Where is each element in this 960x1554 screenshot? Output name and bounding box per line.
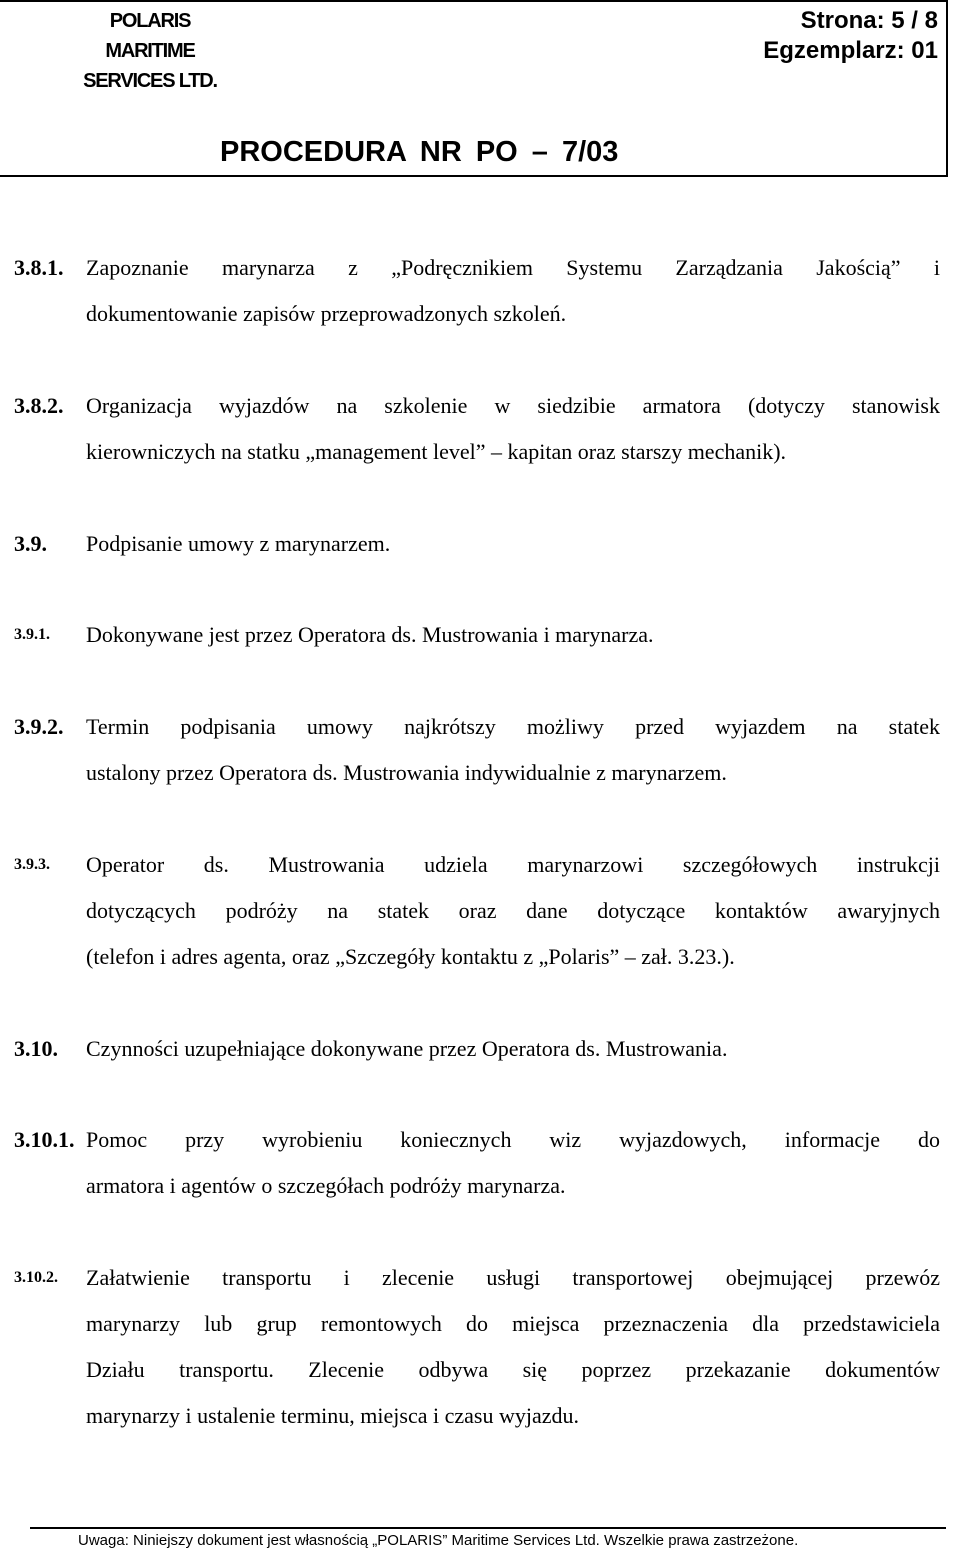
text-line: (telefon i adres agenta, oraz „Szczegóły kontaktu z „Polaris” – zał. 3.23.). [86,944,735,969]
section-3-9 [14,521,940,567]
text-line: Zapoznanie marynarza z „Podręcznikiem Systemu Zarządzania Jakością” i [86,255,940,280]
section-text [86,245,940,337]
text-line: kierowniczych na statku „management level” – kapitan oraz starszy mechanik). [86,439,787,464]
text-line: Dokonywane jest przez Operatora ds. Mustrowania i marynarza. [86,622,654,647]
section-text [86,704,940,796]
section-number: 3.10.1. [14,1127,75,1152]
text-line: marynarzy i ustalenie terminu, miejsca i czasu wyjazdu. [86,1403,579,1428]
text-line: Działu transportu. Zlecenie odbywa się poprzez przekazanie dokumentów [86,1357,940,1382]
document-header [0,0,948,177]
text-line: Organizacja wyjazdów na szkolenie w siedzibie armatora (dotyczy stanowisk [86,393,940,418]
footer-divider [30,1527,946,1529]
text-line: dotyczących podróży na statek oraz dane dotyczące kontaktów awaryjnych [86,898,940,923]
section-3-9-1 [14,612,940,658]
copy-number: Egzemplarz: 01 [763,37,938,64]
section-number: 3.9.3. [14,856,50,873]
document-meta [763,6,938,66]
section-3-10 [14,1026,940,1072]
text-line: Pomoc przy wyrobieniu koniecznych wiz wyjazdowych, informacje do [86,1127,940,1152]
text-line: Załatwienie transportu i zlecenie usługi transportowej obejmującej przewóz [86,1265,940,1290]
section-3-9-3 [14,842,940,980]
section-text [86,521,940,567]
section-3-10-2 [14,1255,940,1439]
section-3-8-2 [14,383,940,475]
text-line: armatora i agentów o szczegółach podróży marynarza. [86,1173,566,1198]
company-name-line: MARITIME [105,40,195,62]
text-line: marynarzy lub grup remontowych do miejsca przeznaczenia dla przedstawiciela [86,1311,940,1336]
section-3-10-1 [14,1117,940,1209]
section-number: 3.9.2. [14,714,64,739]
section-text [86,842,940,980]
text-line: ustalony przez Operatora ds. Mustrowania indywidualnie z marynarzem. [86,760,727,785]
text-line: Podpisanie umowy z marynarzem. [86,531,391,556]
text-line: Operator ds. Mustrowania udziela marynarzowi szczegółowych instrukcji [86,852,940,877]
section-number: 3.9. [14,531,47,556]
section-number: 3.10. [14,1036,58,1061]
company-name [60,6,240,96]
section-text [86,1026,940,1072]
page-number: Strona: 5 / 8 [800,7,938,34]
text-line: dokumentowanie zapisów przeprowadzonych szkoleń. [86,301,567,326]
text-line: Czynności uzupełniające dokonywane przez Operatora ds. Mustrowania. [86,1036,728,1061]
company-name-line: POLARIS [109,10,191,32]
section-3-9-2 [14,704,940,796]
section-text [86,612,940,658]
procedure-title: PROCEDURA NR PO – 7/03 [220,136,619,168]
section-number: 3.10.2. [14,1269,58,1286]
section-text [86,1255,940,1439]
section-text [86,1117,940,1209]
footer-notice: Uwaga: Niniejszy dokument jest własnością „POLARIS” Maritime Services Ltd. Wszelkie prawa zastrzeżone. [78,1532,799,1549]
section-3-8-1 [14,245,940,337]
section-number: 3.8.2. [14,393,64,418]
text-line: Termin podpisania umowy najkrótszy możliwy przed wyjazdem na statek [86,714,940,739]
company-name-line: SERVICES LTD. [83,70,217,92]
section-number: 3.9.1. [14,626,50,643]
section-text [86,383,940,475]
section-number: 3.8.1. [14,255,64,280]
